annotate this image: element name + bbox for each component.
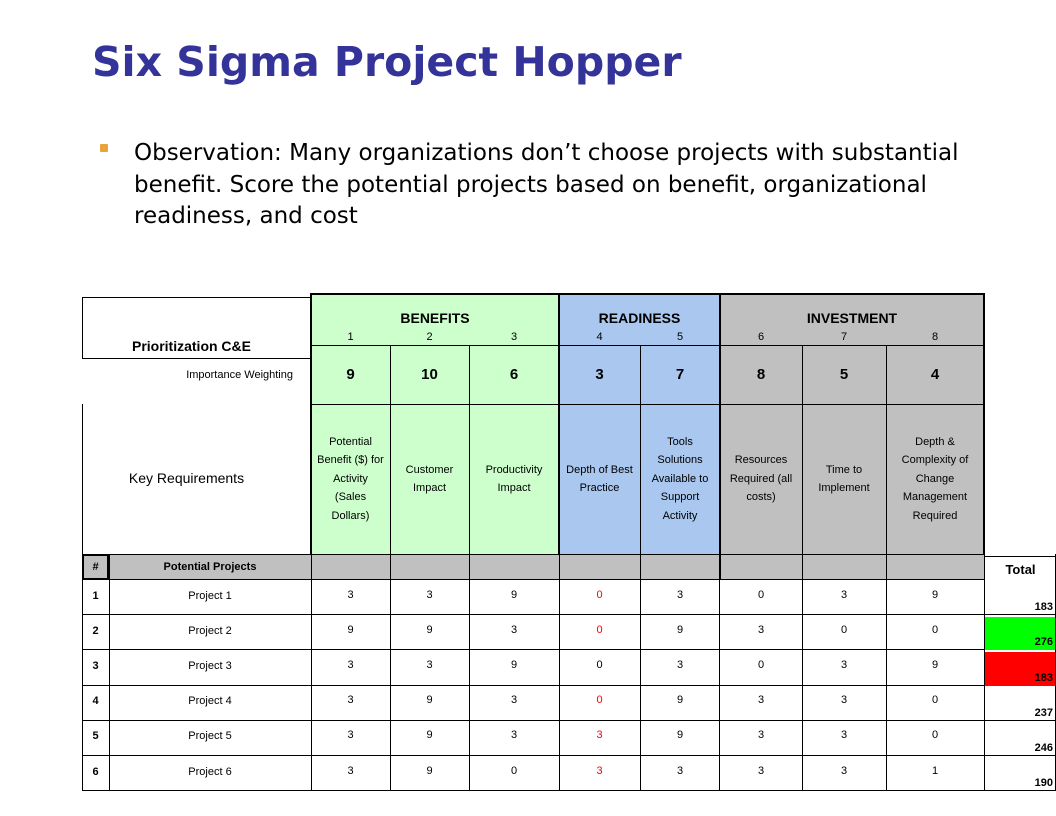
importance-weight: 7	[675, 366, 685, 383]
group-label-investment: INVESTMENT	[806, 310, 898, 326]
grid-line	[640, 345, 641, 554]
score-cell[interactable]: 9	[426, 764, 433, 777]
key-requirement: Depth & Complexity of Change Management Required	[901, 435, 969, 522]
key-requirements-label: Key Requirements	[128, 470, 245, 486]
importance-weight: 4	[930, 366, 940, 383]
score-cell[interactable]: 3	[510, 729, 518, 742]
row-number: 2	[92, 624, 99, 637]
score-cell[interactable]: 9	[510, 588, 518, 601]
score-cell[interactable]: 3	[840, 694, 848, 707]
total-cell: 276	[984, 617, 1055, 650]
project-name: Project 5	[188, 730, 232, 743]
grid-line	[311, 554, 312, 791]
score-cell[interactable]: 9	[676, 729, 684, 742]
grid-line	[390, 554, 391, 791]
grid-line	[558, 293, 560, 554]
score-cell[interactable]: 3	[596, 729, 603, 742]
score-cell[interactable]: 0	[596, 623, 603, 636]
observation-bullet	[100, 138, 980, 233]
key-requirement: Customer Impact	[405, 463, 454, 494]
grid-line	[109, 554, 110, 791]
corner-label: Prioritization C&E	[131, 338, 251, 354]
project-name: Project 1	[188, 589, 232, 602]
header-number: #	[82, 554, 109, 580]
score-cell[interactable]: 9	[426, 694, 433, 707]
key-requirement: Depth of Best Practice	[566, 463, 633, 494]
score-cell[interactable]: 0	[931, 623, 939, 636]
grid-line	[720, 554, 721, 580]
row-number: 3	[92, 659, 99, 672]
total-cell: 246	[1034, 741, 1053, 754]
total-cell: 183	[984, 652, 1055, 685]
score-cell[interactable]: 3	[757, 764, 765, 777]
header-projects: Potential Projects	[163, 561, 257, 573]
page-title: Six Sigma Project Hopper	[92, 38, 682, 86]
score-cell[interactable]: 0	[596, 694, 603, 707]
grid-line	[886, 345, 887, 554]
score-cell[interactable]: 3	[426, 588, 433, 601]
key-requirement: Tools Solutions Available to Support Activity	[651, 435, 709, 522]
grid-line	[469, 345, 470, 554]
grid-line	[984, 554, 985, 791]
grid-line	[559, 554, 560, 791]
total-cell: 183	[1034, 601, 1053, 614]
score-cell[interactable]: 3	[347, 694, 354, 707]
score-cell[interactable]: 3	[347, 729, 354, 742]
row-number: 6	[92, 765, 99, 778]
grid-line	[311, 345, 984, 346]
score-cell[interactable]: 9	[347, 623, 354, 636]
score-cell[interactable]: 0	[840, 623, 848, 636]
score-cell[interactable]: 3	[510, 694, 518, 707]
score-cell[interactable]: 0	[596, 588, 603, 601]
column-number: 2	[426, 331, 433, 343]
score-cell[interactable]: 3	[347, 658, 354, 671]
score-cell[interactable]: 0	[757, 588, 765, 601]
row-number: 1	[92, 589, 99, 602]
column-number: 7	[840, 331, 848, 343]
header-total: Total	[984, 556, 1056, 582]
importance-weight: 8	[756, 366, 766, 383]
grid-line	[640, 554, 641, 791]
score-cell[interactable]: 9	[426, 623, 433, 636]
score-cell[interactable]: 3	[676, 658, 684, 671]
score-cell[interactable]: 3	[840, 658, 848, 671]
grid-line	[390, 345, 391, 554]
score-cell[interactable]: 3	[596, 764, 603, 777]
column-number: 1	[347, 331, 354, 343]
total-cell: 190	[1034, 777, 1053, 790]
total-cell: 237	[1034, 706, 1053, 719]
group-label-benefits: BENEFITS	[400, 310, 470, 326]
score-cell[interactable]: 9	[426, 729, 433, 742]
score-cell[interactable]: 9	[510, 658, 518, 671]
grid-line	[719, 293, 721, 554]
column-number: 3	[510, 331, 518, 343]
project-name: Project 4	[188, 695, 232, 708]
key-requirement: Time to Implement	[818, 463, 870, 494]
column-number: 4	[596, 331, 603, 343]
column-number: 6	[757, 331, 765, 343]
score-cell[interactable]: 0	[596, 658, 603, 671]
group-label-readiness: READINESS	[598, 310, 681, 326]
score-cell[interactable]: 3	[347, 764, 354, 777]
importance-weight: 6	[509, 366, 519, 383]
importance-weight: 9	[346, 366, 355, 383]
score-cell[interactable]: 3	[840, 764, 848, 777]
project-name: Project 3	[188, 659, 232, 672]
row-number: 5	[92, 730, 99, 743]
score-cell[interactable]: 9	[931, 658, 939, 671]
grid-line	[983, 293, 985, 554]
score-cell[interactable]: 1	[931, 764, 939, 777]
grid-line	[802, 554, 803, 791]
project-name: Project 2	[188, 624, 232, 637]
grid-line	[82, 554, 83, 791]
score-cell[interactable]: 3	[757, 623, 765, 636]
score-cell[interactable]: 3	[510, 623, 518, 636]
score-cell[interactable]: 9	[931, 588, 939, 601]
importance-weight: 3	[595, 366, 604, 383]
score-cell[interactable]: 0	[510, 764, 518, 777]
score-cell[interactable]: 3	[426, 658, 433, 671]
project-name: Project 6	[188, 765, 232, 778]
score-cell[interactable]: 3	[840, 588, 848, 601]
grid-line	[469, 554, 470, 791]
key-requirement: Productivity Impact	[485, 463, 543, 494]
importance-weighting-label: Importance Weighting	[186, 369, 293, 381]
grid-line	[802, 345, 803, 554]
score-cell[interactable]: 9	[676, 623, 684, 636]
bullet-marker-icon	[100, 144, 108, 152]
importance-weight: 10	[421, 366, 438, 383]
score-cell[interactable]: 0	[757, 658, 765, 671]
score-cell[interactable]: 9	[676, 694, 684, 707]
grid-line	[886, 554, 887, 791]
score-cell[interactable]: 0	[931, 729, 939, 742]
score-cell[interactable]: 3	[757, 729, 765, 742]
grid-line	[82, 404, 83, 554]
score-cell[interactable]: 3	[347, 588, 354, 601]
column-number: 5	[676, 331, 684, 343]
observation-text: Observation: Many organizations don’t choose projects with substantial benefit. Score the potential projects based on benefit, organizational readiness, and cost	[134, 140, 959, 229]
importance-weight: 5	[839, 366, 849, 383]
score-cell[interactable]: 3	[840, 729, 848, 742]
row-number: 4	[92, 695, 99, 708]
score-cell[interactable]: 3	[676, 588, 684, 601]
key-requirement: Resources Required (all costs)	[729, 454, 793, 504]
key-requirement: Potential Benefit ($) for Activity (Sales Dollars)	[317, 435, 384, 522]
score-cell[interactable]: 3	[676, 764, 684, 777]
score-cell[interactable]: 3	[757, 694, 765, 707]
grid-line	[311, 293, 984, 295]
score-cell[interactable]: 0	[931, 694, 939, 707]
grid-line	[719, 554, 720, 791]
column-number: 8	[931, 331, 939, 343]
